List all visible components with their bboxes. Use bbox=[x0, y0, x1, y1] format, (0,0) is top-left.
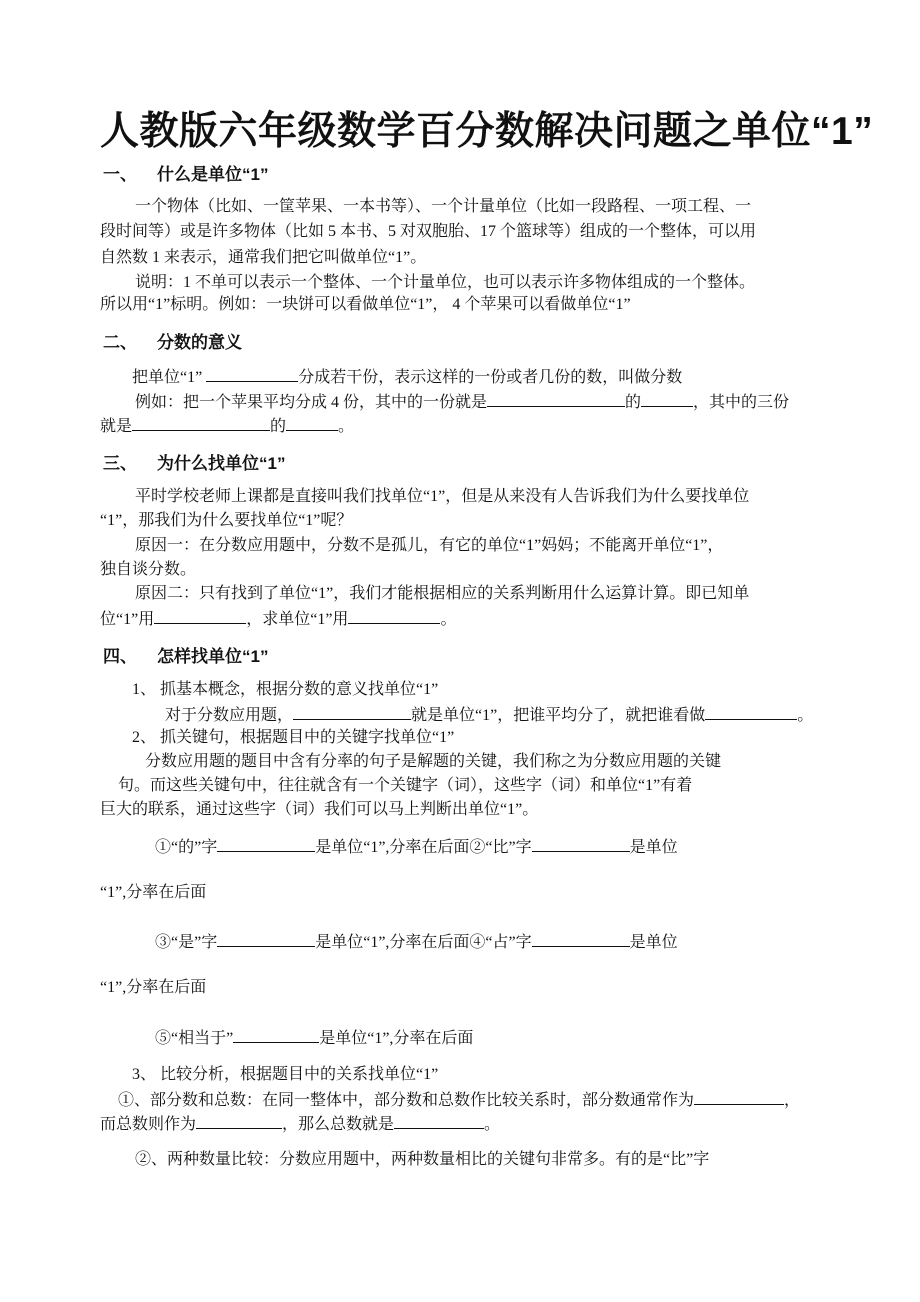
line-text: 句。而这些关键句中，往往就含有一个关键字（词），这些字（词）和单位“1”有着 bbox=[118, 777, 693, 794]
fill-in-blank[interactable] bbox=[532, 931, 630, 947]
fill-in-blank[interactable] bbox=[196, 1113, 282, 1129]
line-text: 是单位 bbox=[629, 934, 678, 951]
line-text: 把单位“1” bbox=[132, 369, 207, 386]
text-line bbox=[132, 680, 438, 700]
line-text: 说明：1 不单可以表示一个整体、一个计量单位，也可以表示许多物体组成的一个整体。 bbox=[135, 274, 756, 291]
text-line bbox=[135, 1150, 709, 1170]
line-text: “1”,分率在后面 bbox=[100, 979, 207, 996]
section-title: 为什么找单位“1” bbox=[157, 454, 286, 473]
text-line bbox=[145, 752, 721, 772]
line-text: 就是单位“1”，把谁平均分了，就把谁看做 bbox=[411, 707, 706, 724]
text-line bbox=[100, 415, 354, 437]
text-line bbox=[100, 222, 756, 242]
fill-in-blank[interactable] bbox=[705, 704, 797, 720]
fill-in-blank[interactable] bbox=[217, 931, 315, 947]
text-line bbox=[135, 536, 723, 556]
line-text: 。 bbox=[338, 418, 355, 435]
line-text: 。 bbox=[797, 707, 814, 724]
line-text: 就是 bbox=[100, 418, 133, 435]
text-line bbox=[135, 487, 749, 507]
fill-in-blank[interactable] bbox=[641, 391, 693, 407]
section-number: 三、 bbox=[103, 454, 137, 473]
text-line bbox=[118, 1089, 800, 1111]
line-text: 例如：把一个苹果平均分成 4 份，其中的一份就是 bbox=[135, 394, 488, 411]
line-text: 而总数则作为 bbox=[100, 1116, 197, 1133]
text-line bbox=[135, 273, 755, 293]
line-text: 是单位“1”,分率在后面②“比”字 bbox=[315, 839, 532, 856]
line-text: ②、两种数量比较：分数应用题中，两种数量相比的关键句非常多。有的是“比”字 bbox=[135, 1151, 710, 1168]
line-text: “1”，那我们为什么要找单位“1”呢？ bbox=[100, 512, 353, 529]
section-heading-2 bbox=[103, 328, 242, 353]
line-text: 分数应用题的题目中含有分率的句子是解题的关键，我们称之为分数应用题的关键 bbox=[145, 753, 722, 770]
fill-in-blank[interactable] bbox=[293, 704, 411, 720]
line-text: 段时间等）或是许多物体（比如 5 本书、5 对双胞胎、17 个篮球等）组成的一个整体，可以用 bbox=[100, 223, 757, 240]
fill-in-blank[interactable] bbox=[286, 415, 338, 431]
line-text: ⑤“相当于” bbox=[155, 1030, 234, 1047]
text-line bbox=[135, 197, 751, 217]
line-text: 原因二：只有找到了单位“1”，我们才能根据相应的关系判断用什么运算计算。即已知单 bbox=[135, 585, 750, 602]
fill-in-blank[interactable] bbox=[233, 1027, 319, 1043]
line-text: 是单位“1”,分率在后面 bbox=[319, 1030, 474, 1047]
line-text: ①“的”字 bbox=[155, 839, 218, 856]
text-line bbox=[132, 366, 682, 388]
section-heading-4 bbox=[103, 642, 268, 667]
line-text: 原因一：在分数应用题中，分数不是孤儿，有它的单位“1”妈妈；不能离开单位“1”， bbox=[135, 537, 724, 554]
line-text: “1”,分率在后面 bbox=[100, 884, 207, 901]
line-text: 自然数 1 来表示，通常我们把它叫做单位“1”。 bbox=[100, 249, 427, 266]
text-line bbox=[118, 776, 692, 796]
line-text: ，其中的三份 bbox=[693, 394, 790, 411]
text-line bbox=[155, 836, 678, 858]
text-line bbox=[100, 608, 456, 630]
fill-in-blank[interactable] bbox=[487, 391, 625, 407]
text-line bbox=[100, 978, 206, 998]
section-number: 一、 bbox=[103, 165, 137, 184]
fill-in-blank[interactable] bbox=[394, 1113, 484, 1129]
text-line bbox=[100, 560, 196, 580]
text-line bbox=[100, 248, 426, 268]
text-line bbox=[100, 295, 631, 315]
text-line bbox=[135, 584, 749, 604]
line-text: 是单位“1”,分率在后面④“占”字 bbox=[315, 934, 532, 951]
text-line bbox=[135, 391, 789, 413]
section-title: 什么是单位“1” bbox=[157, 165, 269, 184]
section-number: 二、 bbox=[103, 333, 137, 352]
section-heading-1 bbox=[103, 160, 268, 185]
section-title: 怎样找单位“1” bbox=[157, 647, 269, 666]
document-title: 人教版六年级数学百分数解决问题之单位“1” bbox=[100, 110, 874, 153]
fill-in-blank[interactable] bbox=[154, 608, 246, 624]
text-line bbox=[165, 704, 813, 726]
line-text: ，求单位“1”用 bbox=[246, 611, 349, 628]
fill-in-blank[interactable] bbox=[694, 1089, 784, 1105]
text-line bbox=[100, 511, 352, 531]
fill-in-blank[interactable] bbox=[206, 366, 298, 382]
line-text: 一个物体（比如、一筐苹果、一本书等）、一个计量单位（比如一段路程、一项工程、一 bbox=[135, 198, 752, 215]
fill-in-blank[interactable] bbox=[132, 415, 270, 431]
line-text: 3、 比较分析，根据题目中的关系找单位“1” bbox=[132, 1066, 439, 1083]
line-text: 。 bbox=[440, 611, 457, 628]
line-text: 所以用“1”标明。例如：一块饼可以看做单位“1”， 4 个苹果可以看做单位“1” bbox=[100, 296, 631, 313]
fill-in-blank[interactable] bbox=[348, 608, 440, 624]
fill-in-blank[interactable] bbox=[217, 836, 315, 852]
text-line bbox=[132, 728, 454, 748]
fill-in-blank[interactable] bbox=[532, 836, 630, 852]
line-text: 是单位 bbox=[629, 839, 678, 856]
text-line bbox=[100, 800, 538, 820]
text-line bbox=[155, 931, 678, 953]
line-text: 2、 抓关键句，根据题目中的关键字找单位“1” bbox=[132, 729, 455, 746]
text-line bbox=[132, 1065, 438, 1085]
line-text: 1、 抓基本概念，根据分数的意义找单位“1” bbox=[132, 681, 439, 698]
line-text: 独自谈分数。 bbox=[100, 561, 197, 578]
line-text: ①、部分数和总数：在同一整体中，部分数和总数作比较关系时，部分数通常作为 bbox=[118, 1092, 695, 1109]
text-line bbox=[155, 1027, 473, 1049]
section-number: 四、 bbox=[103, 647, 137, 666]
line-text: ，那么总数就是 bbox=[282, 1116, 395, 1133]
section-heading-3 bbox=[103, 449, 285, 474]
line-text: ③“是”字 bbox=[155, 934, 218, 951]
line-text: 对于分数应用题， bbox=[165, 707, 294, 724]
line-text: 位“1”用 bbox=[100, 611, 155, 628]
text-line bbox=[100, 883, 206, 903]
line-text: 的 bbox=[625, 394, 642, 411]
line-text: ， bbox=[784, 1092, 801, 1109]
section-title: 分数的意义 bbox=[157, 333, 242, 352]
line-text: 的 bbox=[270, 418, 287, 435]
text-line bbox=[100, 1113, 500, 1135]
line-text: 巨大的联系，通过这些字（词）我们可以马上判断出单位“1”。 bbox=[100, 801, 539, 818]
line-text: 分成若干份，表示这样的一份或者几份的数，叫做分数 bbox=[298, 369, 683, 386]
line-text: 平时学校老师上课都是直接叫我们找单位“1”，但是从来没有人告诉我们为什么要找单位 bbox=[135, 488, 750, 505]
line-text: 。 bbox=[484, 1116, 501, 1133]
